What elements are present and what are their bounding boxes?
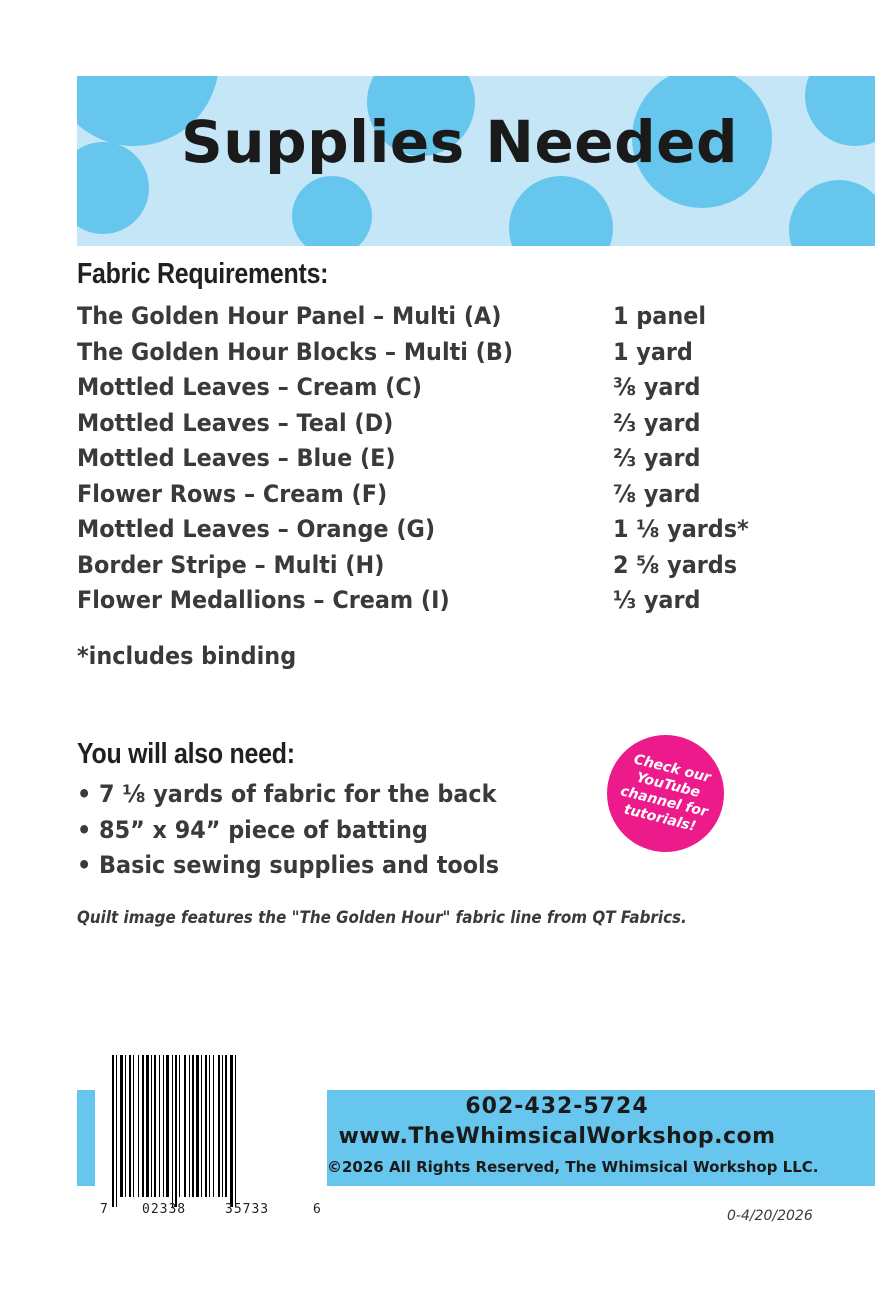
- barcode-bar: [225, 1055, 227, 1197]
- barcode-bar: [116, 1055, 117, 1207]
- barcode-bar: [235, 1055, 236, 1207]
- binding-note: *includes binding: [77, 642, 297, 670]
- fabric-row: [77, 302, 837, 338]
- footer-copyright: ©2026 All Rights Reserved, The Whimsical Workshop LLC.: [327, 1158, 819, 1176]
- fabric-name: Mottled Leaves – Cream (C): [77, 373, 422, 401]
- barcode-bar: [172, 1055, 173, 1207]
- barcode-group-1: 02338: [142, 1202, 187, 1217]
- fabric-name: Mottled Leaves – Blue (E): [77, 444, 396, 472]
- barcode-bar: [146, 1055, 149, 1197]
- fabric-row: [77, 515, 837, 551]
- barcode-bar: [151, 1055, 152, 1197]
- youtube-badge-text: Check our YouTube channel for tutorials!: [618, 750, 712, 835]
- barcode-bar: [120, 1055, 123, 1197]
- footer-contact-bar: [327, 1090, 875, 1186]
- list-item: • 85” x 94” piece of batting: [77, 815, 428, 844]
- footer-phone: 602-432-5724: [465, 1094, 649, 1119]
- fabric-row: [77, 444, 837, 480]
- barcode-bar: [163, 1055, 164, 1197]
- footer-website: www.TheWhimsicalWorkshop.com: [338, 1124, 776, 1149]
- fabric-amount: 1 ⅛ yards*: [613, 515, 749, 543]
- barcode-bar: [192, 1055, 194, 1197]
- barcode-digit-right: 6: [313, 1202, 321, 1217]
- supplies-banner: [77, 76, 875, 246]
- fabric-name: Mottled Leaves – Teal (D): [77, 408, 394, 437]
- barcode-group-2: 35733: [225, 1202, 270, 1217]
- barcode-bar: [112, 1055, 114, 1207]
- barcode-bar: [205, 1055, 207, 1197]
- fabric-row: [77, 551, 837, 587]
- fabric-amount: ⅞ yard: [613, 479, 701, 508]
- banner-dot: [77, 142, 149, 234]
- list-item: • 7 ⅛ yards of fabric for the back: [77, 780, 497, 808]
- barcode-bar: [196, 1055, 199, 1197]
- fabric-name: Border Stripe – Multi (H): [77, 550, 385, 579]
- youtube-badge: [607, 735, 724, 852]
- banner-dot: [509, 176, 613, 246]
- barcode: [100, 1055, 325, 1223]
- barcode-bar: [125, 1055, 126, 1197]
- date-code: 0-4/20/2026: [727, 1208, 813, 1224]
- barcode-bar: [184, 1055, 186, 1197]
- barcode-bar: [230, 1055, 233, 1207]
- barcode-bar: [218, 1055, 220, 1197]
- fabric-row: [77, 373, 837, 409]
- barcode-bar: [213, 1055, 214, 1197]
- also-need-heading: You will also need:: [77, 738, 295, 770]
- barcode-bar: [201, 1055, 202, 1197]
- barcode-bar: [142, 1055, 144, 1197]
- barcode-bar: [129, 1055, 131, 1197]
- barcode-bar: [179, 1055, 180, 1197]
- barcode-digit-left: 7: [100, 1202, 108, 1217]
- fabric-row: [77, 480, 837, 516]
- barcode-bar: [189, 1055, 190, 1197]
- list-item: • Basic sewing supplies and tools: [77, 851, 499, 879]
- banner-dot: [789, 180, 875, 246]
- fabric-row: [77, 409, 837, 445]
- fabric-list: [77, 302, 837, 622]
- fabric-row: [77, 586, 837, 622]
- banner-dot: [292, 176, 372, 246]
- fabric-name: The Golden Hour Blocks – Multi (B): [77, 337, 514, 366]
- barcode-bar: [166, 1055, 169, 1197]
- footer-accent-bar: [77, 1090, 95, 1186]
- also-need-list: [77, 780, 531, 887]
- fabric-name: Mottled Leaves – Orange (G): [77, 515, 436, 543]
- barcode-bar: [138, 1055, 139, 1197]
- barcode-bar: [133, 1055, 134, 1197]
- fabric-requirements-heading: Fabric Requirements:: [77, 258, 329, 290]
- fabric-name: Flower Medallions – Cream (I): [77, 586, 450, 614]
- fabric-credit: Quilt image features the "The Golden Hour" fabric line from QT Fabrics.: [77, 908, 687, 928]
- barcode-bar: [154, 1055, 156, 1197]
- fabric-name: Flower Rows – Cream (F): [77, 479, 388, 508]
- fabric-amount: 1 panel: [613, 302, 707, 330]
- fabric-amount: ⅔ yard: [613, 408, 701, 437]
- fabric-row: [77, 338, 837, 374]
- barcode-bar: [222, 1055, 223, 1197]
- barcode-bar: [209, 1055, 210, 1197]
- barcode-bar: [175, 1055, 177, 1207]
- barcode-bar: [159, 1055, 160, 1197]
- fabric-amount: 2 ⅝ yards: [613, 550, 738, 579]
- fabric-amount: ⅓ yard: [613, 586, 701, 614]
- fabric-amount: ⅔ yard: [613, 444, 701, 472]
- banner-dot: [805, 76, 875, 146]
- page-title: Supplies Needed: [181, 108, 738, 176]
- fabric-amount: ⅜ yard: [613, 373, 701, 401]
- fabric-amount: 1 yard: [613, 337, 693, 366]
- fabric-name: The Golden Hour Panel – Multi (A): [77, 302, 502, 330]
